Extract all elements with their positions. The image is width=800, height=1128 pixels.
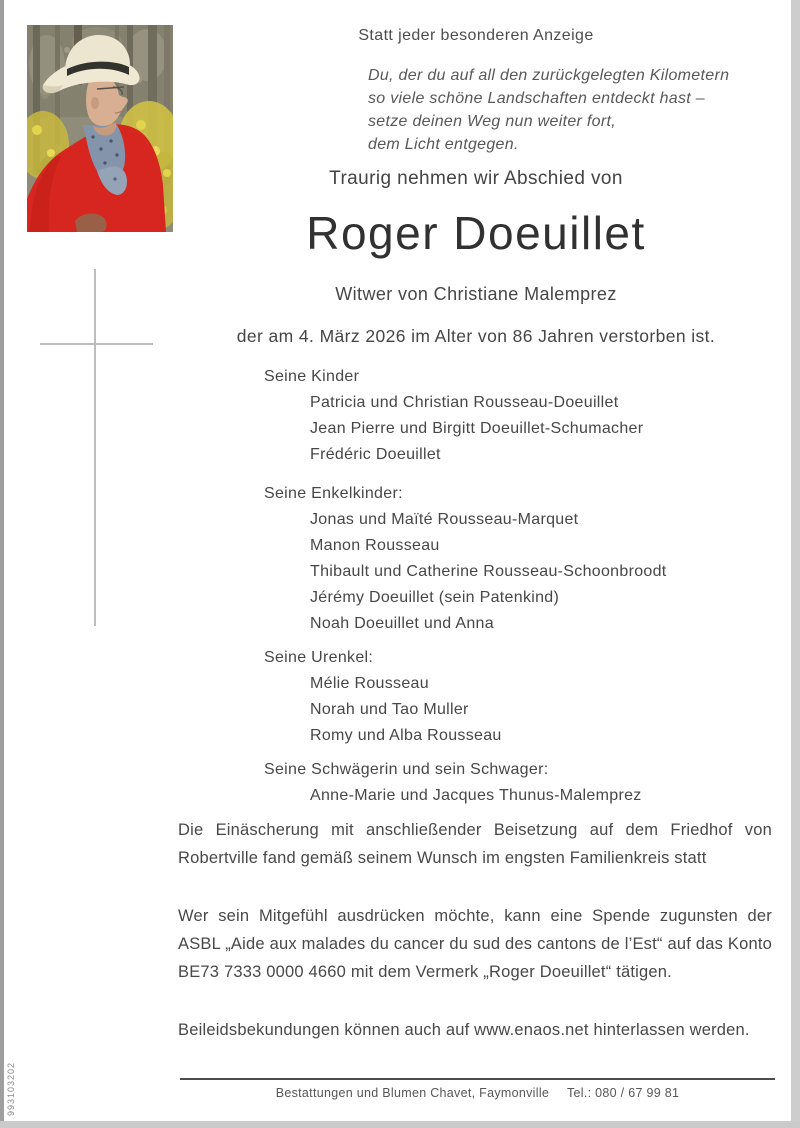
- family-members: [264, 671, 502, 749]
- footer-phone: Tel.: 080 / 67 99 81: [566, 1086, 680, 1100]
- memorial-quote: [368, 64, 729, 156]
- death-date-line: der am 4. März 2026 im Alter von 86 Jahren verstorben ist.: [236, 326, 716, 346]
- family-section-title: Seine Urenkel:: [264, 649, 374, 666]
- footer-divider: [180, 1078, 775, 1080]
- quote-line: Du, der du auf all den zurückgelegten Kilometern: [368, 67, 730, 84]
- donation-paragraph: Wer sein Mitgefühl ausdrücken möchte, kann eine Spende zugunsten der ASBL „Aide aux malades du cancer du sud des cantons de l’Est“ auf das Konto BE73 7333 0000 4660 mit dem Vermerk „Roger Doeuillet“ tätigen.: [178, 907, 772, 981]
- quote-line: setze deinen Weg nun weiter fort,: [368, 113, 616, 130]
- family-member: Frédéric Doeuillet: [310, 446, 441, 463]
- family-section-enkelkinder: [264, 481, 667, 637]
- print-code: 993103202: [6, 1061, 16, 1116]
- cross-vertical-bar: [94, 269, 96, 626]
- pretitle: Statt jeder besonderen Anzeige: [358, 27, 594, 44]
- intro-line: Traurig nehmen wir Abschied von: [329, 168, 623, 189]
- family-member: Romy und Alba Rousseau: [310, 727, 502, 744]
- portrait-photo-image: [27, 25, 173, 232]
- family-member: Thibault und Catherine Rousseau-Schoonbroodt: [310, 563, 667, 580]
- deceased-name: Roger Doeuillet: [306, 207, 646, 259]
- family-section-title: Seine Schwägerin und sein Schwager:: [264, 761, 549, 778]
- family-section-urenkel: [264, 645, 502, 749]
- cremation-paragraph: Die Einäscherung mit anschließender Beisetzung auf dem Friedhof von Robertville fand gemäß seinem Wunsch im engsten Familienkreis statt: [178, 821, 772, 867]
- relation-line: Witwer von Christiane Malemprez: [335, 284, 617, 304]
- family-section-schwager: [264, 757, 642, 809]
- funeral-home-name: Bestattungen und Blumen Chavet, Faymonville: [275, 1086, 550, 1100]
- scan-edge-left: [0, 0, 4, 1128]
- quote-line: so viele schöne Landschaften entdeckt hast –: [368, 90, 705, 107]
- cross-horizontal-bar: [40, 343, 153, 345]
- condolence-paragraph: Beileidsbekundungen können auch auf www.enaos.net hinterlassen werden.: [178, 1021, 750, 1039]
- family-member: Anne-Marie und Jacques Thunus-Malemprez: [310, 787, 642, 804]
- family-member: Jean Pierre und Birgitt Doeuillet-Schumacher: [310, 420, 644, 437]
- family-members: [264, 783, 642, 809]
- footer: [180, 1086, 775, 1100]
- scan-edge-bottom: [0, 1121, 800, 1128]
- family-member: Mélie Rousseau: [310, 675, 429, 692]
- family-member: Patricia und Christian Rousseau-Doeuillet: [310, 394, 619, 411]
- family-member: Manon Rousseau: [310, 537, 440, 554]
- quote-line: dem Licht entgegen.: [368, 136, 519, 153]
- family-section-kinder: [264, 364, 643, 468]
- family-member: Jérémy Doeuillet (sein Patenkind): [310, 589, 560, 606]
- portrait-photo: [27, 25, 173, 232]
- family-section-title: Seine Kinder: [264, 368, 360, 385]
- family-section-title: Seine Enkelkinder:: [264, 485, 403, 502]
- family-member: Norah und Tao Muller: [310, 701, 469, 718]
- family-member: Jonas und Maïté Rousseau-Marquet: [310, 511, 579, 528]
- family-member: Noah Doeuillet und Anna: [310, 615, 494, 632]
- family-members: [264, 390, 643, 468]
- family-members: [264, 507, 667, 637]
